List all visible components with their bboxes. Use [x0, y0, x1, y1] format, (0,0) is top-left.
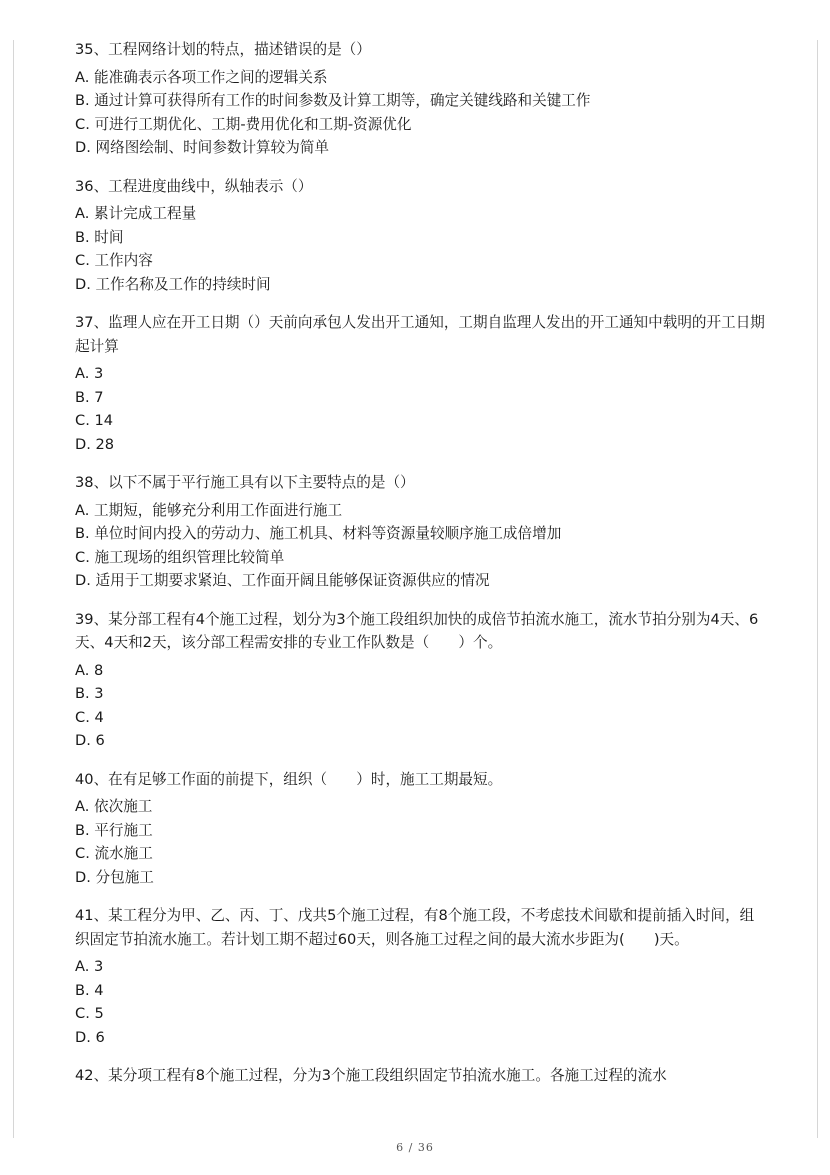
- question-stem: 36、工程进度曲线中，纵轴表示（）: [75, 177, 313, 195]
- answer-option: C. 工作内容: [75, 252, 153, 269]
- answer-option: D. 6: [75, 732, 105, 749]
- question-block: [75, 311, 765, 456]
- question-block: [75, 471, 765, 593]
- answer-option: B. 7: [75, 388, 104, 406]
- answer-option: B. 单位时间内投入的劳动力、施工机具、材料等资源量较顺序施工成倍增加: [75, 525, 562, 542]
- question-stem: 41、某工程分为甲、乙、丙、丁、戊共5个施工过程，有8个施工段，不考虑技术间歇和提前插入时间，组织固定节拍流水施工。若计划工期不超过60天，则各施工过程之间的最大流水步距为( )天。: [75, 907, 755, 948]
- answer-option: D. 工作名称及工作的持续时间: [75, 275, 271, 293]
- answer-option: B. 通过计算可获得所有工作的时间参数及计算工期等，确定关键线路和关键工作: [75, 92, 591, 109]
- option-list: [75, 795, 765, 889]
- option-list: [75, 499, 765, 593]
- question-stem: 37、监理人应在开工日期（）天前向承包人发出开工通知，工期自监理人发出的开工通知中载明的开工日期起计算: [75, 314, 765, 355]
- answer-option: B. 4: [75, 981, 104, 999]
- answer-option: D. 分包施工: [75, 868, 154, 886]
- option-list: [75, 362, 765, 456]
- question-block: [75, 1064, 765, 1088]
- question-block: [75, 768, 765, 890]
- answer-option: A. 3: [75, 365, 104, 382]
- page-number: 6 / 36: [396, 1141, 434, 1154]
- answer-option: A. 累计完成工程量: [75, 205, 197, 222]
- question-stem: 38、以下不属于平行施工具有以下主要特点的是（）: [75, 474, 415, 491]
- answer-option: A. 3: [75, 958, 104, 975]
- answer-option: A. 8: [75, 661, 104, 679]
- answer-option: B. 时间: [75, 228, 124, 246]
- question-block: [75, 38, 765, 160]
- option-list: [75, 66, 765, 160]
- option-list: [75, 202, 765, 296]
- question-block: [75, 904, 765, 1049]
- answer-option: D. 适用于工期要求紧迫、工作面开阔且能够保证资源供应的情况: [75, 572, 490, 589]
- answer-option: D. 6: [75, 1028, 105, 1046]
- answer-option: A. 工期短，能够充分利用工作面进行施工: [75, 501, 343, 519]
- question-stem: 40、在有足够工作面的前提下，组织（ ）时，施工工期最短。: [75, 770, 503, 788]
- question-stem: 35、工程网络计划的特点，描述错误的是（）: [75, 41, 371, 58]
- answer-option: A. 依次施工: [75, 798, 153, 815]
- answer-option: D. 网络图绘制、时间参数计算较为简单: [75, 139, 330, 156]
- option-list: [75, 659, 765, 753]
- answer-option: C. 5: [75, 1005, 104, 1022]
- page-edge-left: [13, 40, 14, 1138]
- answer-option: A. 能准确表示各项工作之间的逻辑关系: [75, 68, 328, 86]
- answer-option: C. 14: [75, 412, 114, 429]
- document-content: [75, 38, 765, 1103]
- option-list: [75, 955, 765, 1049]
- answer-option: C. 施工现场的组织管理比较简单: [75, 548, 285, 566]
- answer-option: B. 3: [75, 685, 104, 702]
- answer-option: C. 流水施工: [75, 845, 153, 862]
- page-edge-right: [817, 40, 818, 1138]
- answer-option: D. 28: [75, 435, 115, 453]
- question-block: [75, 608, 765, 753]
- question-stem: 42、某分项工程有8个施工过程，分为3个施工段组织固定节拍流水施工。各施工过程的流水: [75, 1067, 667, 1084]
- question-block: [75, 175, 765, 297]
- answer-option: C. 可进行工期优化、工期-费用优化和工期-资源优化: [75, 115, 412, 133]
- question-stem: 39、某分部工程有4个施工过程，划分为3个施工段组织加快的成倍节拍流水施工，流水节拍分别为4天、6天、4天和2天，该分部工程需安排的专业工作队数是（ ）个。: [75, 610, 759, 651]
- answer-option: B. 平行施工: [75, 821, 153, 839]
- answer-option: C. 4: [75, 708, 104, 726]
